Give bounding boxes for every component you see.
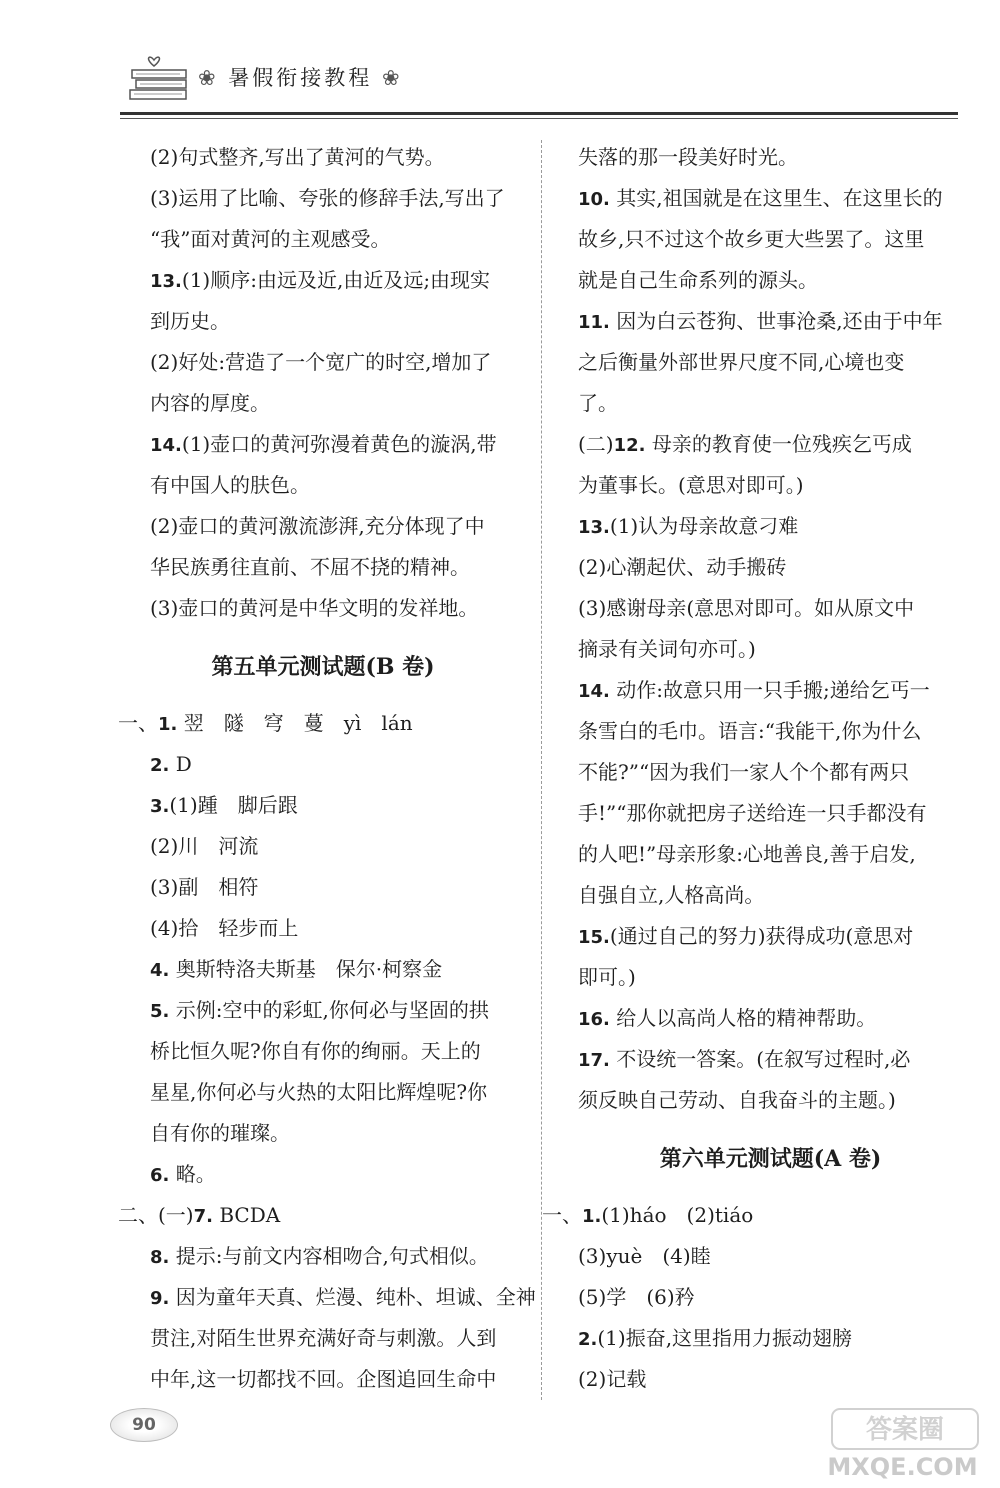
- answer-line: [118, 1277, 536, 1318]
- section-prefix: 一、: [118, 711, 158, 735]
- page-header: [0, 0, 1000, 125]
- question-number: 2.: [150, 755, 170, 776]
- answer-text: 就是自己生命系列的源头。: [578, 268, 818, 292]
- answer-text: 内容的厚度。: [150, 391, 270, 415]
- answer-text: 因为白云苍狗、世事沧桑,还由于中年: [609, 309, 943, 333]
- answer-text: 其实,祖国就是在这里生、在这里长的: [609, 186, 943, 210]
- answer-text: 有中国人的肤色。: [150, 473, 310, 497]
- answer-line: [118, 744, 528, 785]
- answer-text: (1)háo (2)tiáo: [601, 1203, 754, 1227]
- answer-line: [118, 465, 528, 506]
- answer-text: 之后衡量外部世界尺度不同,心境也变: [578, 350, 905, 374]
- answer-text: 条雪白的毛巾。语言:“我能干,你为什么: [578, 719, 922, 743]
- answer-line: [578, 752, 963, 793]
- answer-line: [578, 957, 963, 998]
- answer-line: [118, 703, 528, 744]
- answer-text: (2)壶口的黄河激流澎湃,充分体现了中: [150, 514, 485, 538]
- answer-line: [578, 711, 963, 752]
- answer-text: (3)副 相符: [150, 875, 259, 899]
- answer-line: [118, 260, 528, 301]
- answer-text: 故乡,只不过这个故乡更大些罢了。这里: [578, 227, 925, 251]
- answer-line: [118, 137, 528, 178]
- answer-line: [578, 1318, 963, 1359]
- question-number: 17.: [578, 1050, 610, 1071]
- answer-line: [118, 342, 528, 383]
- header-rule: [120, 112, 958, 115]
- answer-text: 桥比恒久呢?你自有你的绚丽。天上的: [150, 1039, 481, 1063]
- watermark-logo-text: 答案圈: [865, 1415, 945, 1445]
- answer-text: (3)感谢母亲(意思对即可。如从原文中: [578, 596, 915, 620]
- header-rule-thin: [120, 118, 958, 119]
- answer-text: 自强自立,人格高尚。: [578, 883, 765, 907]
- watermark: [810, 1405, 995, 1485]
- answer-line: [578, 629, 963, 670]
- answer-line: [118, 1236, 528, 1277]
- header-title-text: 暑假衔接教程: [228, 66, 373, 90]
- answer-line: [578, 424, 963, 465]
- answer-line: [118, 990, 528, 1031]
- running-header: [198, 62, 403, 92]
- section-prefix: (二): [578, 432, 614, 456]
- answer-line: [578, 1039, 963, 1080]
- answer-line: [118, 908, 528, 949]
- question-number: 3.: [150, 796, 170, 817]
- answer-line: [578, 219, 963, 260]
- answer-text: 示例:空中的彩虹,你何必与坚固的拱: [169, 998, 489, 1022]
- answer-line: [578, 342, 963, 383]
- question-number: 1.: [582, 1206, 602, 1227]
- left-column: [118, 137, 536, 1400]
- answer-line: [578, 260, 963, 301]
- answer-line: [578, 506, 963, 547]
- watermark-logo-icon: [830, 1405, 980, 1453]
- answer-text: (2)川 河流: [150, 834, 259, 858]
- answer-text: 奥斯特洛夫斯基 保尔·柯察金: [169, 957, 443, 981]
- answer-line: [118, 424, 528, 465]
- answer-line: [578, 670, 963, 711]
- answer-line: [578, 547, 963, 588]
- question-number: 13.: [150, 271, 182, 292]
- answer-line: [118, 1154, 528, 1195]
- answer-line: [578, 875, 963, 916]
- section-prefix: 一、: [542, 1203, 582, 1227]
- answer-line: [578, 178, 963, 219]
- answer-text: 翌 隧 穹 蔓 yì lán: [177, 711, 413, 735]
- question-number: 5.: [150, 1001, 170, 1022]
- question-number: 8.: [150, 1247, 170, 1268]
- question-number: 2.: [578, 1329, 598, 1350]
- section-heading: 第五单元测试题(B 卷): [211, 654, 435, 680]
- answer-line: [118, 301, 528, 342]
- section-prefix: 二、(一): [118, 1203, 194, 1227]
- answer-line: [578, 1359, 963, 1400]
- answer-line: [118, 1318, 528, 1359]
- right-column: [542, 137, 963, 1400]
- question-number: 13.: [578, 517, 610, 538]
- book-stack-logo-icon: [128, 50, 190, 104]
- answer-text: 到历史。: [150, 309, 230, 333]
- answer-text: 给人以高尚人格的精神帮助。: [609, 1006, 877, 1030]
- answer-line: [118, 867, 528, 908]
- answer-line: [118, 219, 528, 260]
- question-number: 15.: [578, 927, 610, 948]
- flower-ornament-icon: ❀: [198, 66, 219, 90]
- answer-line: [578, 916, 963, 957]
- question-number: 7.: [193, 1206, 213, 1227]
- answer-text: (通过自己的努力)获得成功(意思对: [609, 924, 914, 948]
- answer-text: 提示:与前文内容相吻合,句式相似。: [169, 1244, 489, 1268]
- question-number: 9.: [150, 1288, 170, 1309]
- answer-text: 即可。): [578, 965, 636, 989]
- answer-text: 须反映自己劳动、自我奋斗的主题。): [578, 1088, 896, 1112]
- answer-text: 为董事长。(意思对即可。): [578, 473, 804, 497]
- answer-text: (2)好处:营造了一个宽广的时空,增加了: [150, 350, 492, 374]
- answer-text: (1)认为母亲故意刁难: [609, 514, 799, 538]
- answer-line: [578, 301, 963, 342]
- question-number: 6.: [150, 1165, 170, 1186]
- answer-text: 的人吧!”母亲形象:心地善良,善于启发,: [578, 842, 916, 866]
- answer-text: 略。: [169, 1162, 216, 1186]
- answer-text: (3)运用了比喻、夸张的修辞手法,写出了: [150, 186, 505, 210]
- answer-text: “我”面对黄河的主观感受。: [150, 227, 391, 251]
- answer-text: (2)心潮起伏、动手搬砖: [578, 555, 787, 579]
- answer-line: [118, 383, 528, 424]
- answer-line: [578, 834, 963, 875]
- question-number: 12.: [613, 435, 646, 456]
- answer-line: [578, 465, 963, 506]
- answer-line: [118, 178, 528, 219]
- answer-text: 贯注,对陌生世界充满好奇与刺激。人到: [150, 1326, 497, 1350]
- answer-line: [578, 1236, 963, 1277]
- answer-line: [118, 785, 528, 826]
- answer-text: 动作:故意只用一只手搬;递给乞丐一: [609, 678, 930, 702]
- question-number: 11.: [578, 312, 610, 333]
- answer-text: 中年,这一切都找不回。企图追回生命中: [150, 1367, 497, 1391]
- answer-text: (1)顺序:由远及近,由近及远;由现实: [181, 268, 491, 292]
- answer-line: [118, 588, 528, 629]
- answer-text: 摘录有关词句亦可。): [578, 637, 756, 661]
- answer-line: [118, 1195, 528, 1236]
- answer-line: [118, 1031, 528, 1072]
- answer-text: (5)学 (6)矜: [578, 1285, 695, 1309]
- answer-text: 星星,你何必与火热的太阳比辉煌呢?你: [150, 1080, 488, 1104]
- answer-text: (1)壶口的黄河弥漫着黄色的漩涡,带: [181, 432, 497, 456]
- answer-text: (3)yuè (4)睦: [578, 1244, 711, 1268]
- answer-text: 华民族勇往直前、不屈不挠的精神。: [150, 555, 470, 579]
- answer-text: 手!”“那你就把房子送给连一只手都没有: [578, 801, 927, 825]
- question-number: 16.: [578, 1009, 610, 1030]
- answer-text: (3)壶口的黄河是中华文明的发祥地。: [150, 596, 479, 620]
- question-number: 1.: [158, 714, 178, 735]
- answer-line: [118, 506, 528, 547]
- flower-ornament-icon: ❀: [381, 66, 403, 90]
- answer-line: [578, 1080, 963, 1121]
- answer-text: 因为童年天真、烂漫、纯朴、坦诚、全神: [169, 1285, 536, 1309]
- question-number: 14.: [150, 435, 182, 456]
- answer-text: (4)拾 轻步而上: [150, 916, 299, 940]
- answer-text: 母亲的教育使一位残疾乞丐成: [645, 432, 912, 456]
- answer-text: 不设统一答案。(在叙写过程时,必: [609, 1047, 911, 1071]
- answer-line: [118, 547, 528, 588]
- answer-line: [542, 1195, 963, 1236]
- answer-text: D: [169, 752, 192, 776]
- section-heading: 第六单元测试题(A 卷): [659, 1146, 882, 1172]
- page-number: 90: [110, 1408, 178, 1442]
- question-number: 4.: [150, 960, 170, 981]
- answer-line: [118, 949, 528, 990]
- watermark-text: MXQE.COM: [827, 1453, 978, 1481]
- answer-line: [578, 1277, 963, 1318]
- answer-text: (2)句式整齐,写出了黄河的气势。: [150, 145, 445, 169]
- answer-text: 了。: [578, 391, 618, 415]
- answer-line: [118, 826, 528, 867]
- answer-text: 失落的那一段美好时光。: [578, 145, 798, 169]
- answer-line: [578, 793, 963, 834]
- answer-text: 自有你的璀璨。: [150, 1121, 290, 1145]
- question-number: 14.: [578, 681, 610, 702]
- answer-text: BCDA: [212, 1203, 281, 1227]
- answer-line: [118, 1113, 528, 1154]
- answer-line: [578, 383, 963, 424]
- answer-text: (1)振奋,这里指用力振动翅膀: [597, 1326, 853, 1350]
- answer-line: [118, 1072, 528, 1113]
- answer-text: (2)记载: [578, 1367, 647, 1391]
- answer-text: 不能?”“因为我们一家人个个都有两只: [578, 760, 910, 784]
- answer-line: [118, 1359, 528, 1400]
- question-number: 10.: [578, 189, 610, 210]
- answer-line: [578, 137, 963, 178]
- answer-text: (1)踵 脚后跟: [169, 793, 298, 817]
- answer-line: [578, 588, 963, 629]
- answer-line: [578, 998, 963, 1039]
